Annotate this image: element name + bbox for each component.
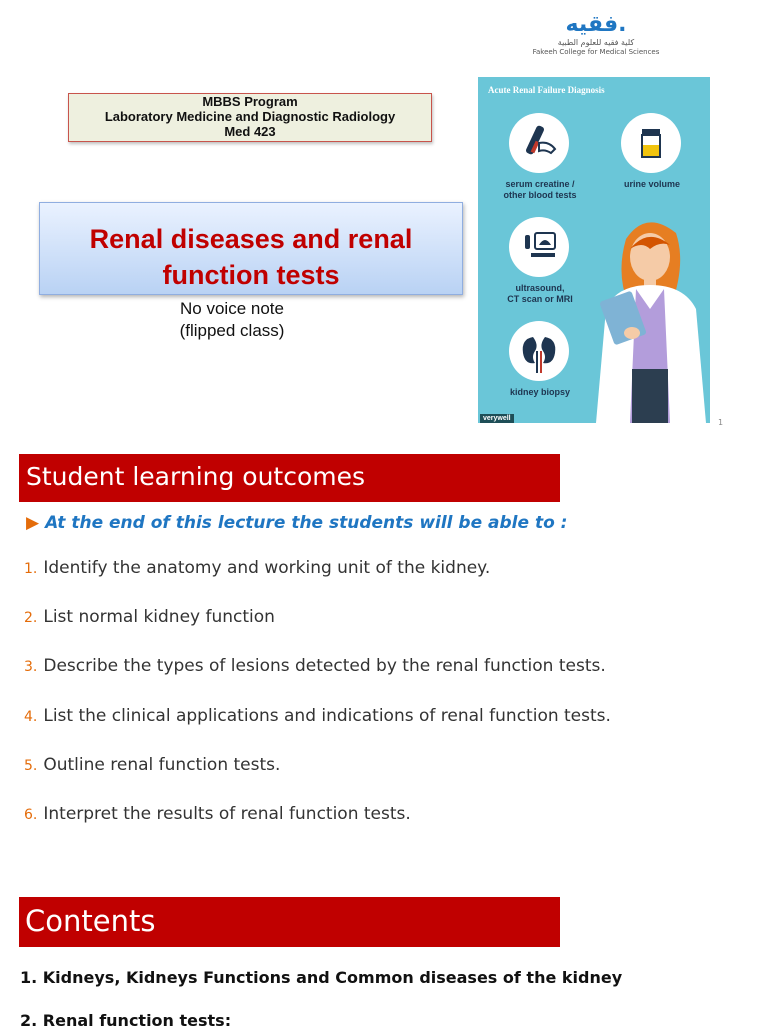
outcome-item xyxy=(24,804,411,824)
outcome-item xyxy=(24,755,280,775)
lecture-title-box xyxy=(39,202,463,295)
outcome-number: 3. xyxy=(24,659,38,675)
verywell-brand: verywell xyxy=(480,414,514,423)
logo-arabic-subtitle: كلية فقيه للعلوم الطبية xyxy=(557,38,635,47)
outcomes-intro xyxy=(26,513,567,533)
outcome-text: Outline renal function tests. xyxy=(43,755,281,775)
page-number: 1 xyxy=(718,418,724,427)
lecture-title-line-2: function tests xyxy=(162,260,340,290)
lecture-title-line-1: Renal diseases and renal xyxy=(89,224,413,254)
ultrasound-icon xyxy=(509,217,569,277)
outcome-number: 1. xyxy=(24,561,38,577)
program-line-2: Laboratory Medicine and Diagnostic Radiology xyxy=(104,109,396,124)
doctor-illustration xyxy=(586,209,710,423)
outcome-text: Describe the types of lesions detected by the renal function tests. xyxy=(43,656,606,676)
ultrasound-label: ultrasound, CT scan or MRI xyxy=(507,283,573,304)
outcome-item xyxy=(24,607,275,627)
kidney-icon xyxy=(509,321,569,381)
voice-note-line-2: (flipped class) xyxy=(179,321,285,340)
outcome-item xyxy=(24,656,606,676)
kidney-biopsy-label: kidney biopsy xyxy=(509,387,571,397)
outcome-number: 2. xyxy=(24,610,38,626)
infographic-title: Acute Renal Failure Diagnosis xyxy=(488,85,605,95)
outcome-item xyxy=(24,558,490,578)
program-info-box xyxy=(68,93,432,142)
urine-volume-label: urine volume xyxy=(623,179,680,189)
contents-header: Contents xyxy=(19,897,560,947)
blood-test-icon xyxy=(509,113,569,173)
contents-item: 1. Kidneys, Kidneys Functions and Common diseases of the kidney xyxy=(20,968,623,987)
outcome-number: 4. xyxy=(24,709,38,725)
voice-note xyxy=(140,298,324,342)
outcome-number: 6. xyxy=(24,807,38,823)
urine-cup-icon xyxy=(621,113,681,173)
blood-test-label: serum creatine / other blood tests xyxy=(503,179,577,200)
logo-english-subtitle: Fakeeh College for Medical Sciences xyxy=(532,48,660,56)
outcome-text: List normal kidney function xyxy=(43,607,275,627)
outcomes-intro-text: At the end of this lecture the students will be able to : xyxy=(45,513,568,533)
bullet-triangle-icon: ▶ xyxy=(26,513,40,533)
outcome-text: Identify the anatomy and working unit of the kidney. xyxy=(43,558,491,578)
program-line-1: MBBS Program xyxy=(202,94,298,109)
acute-renal-failure-infographic xyxy=(478,77,710,423)
outcome-text: Interpret the results of renal function tests. xyxy=(43,804,411,824)
learning-outcomes-header: Student learning outcomes xyxy=(19,454,560,502)
program-line-3: Med 423 xyxy=(224,124,276,139)
outcome-item xyxy=(24,706,611,726)
contents-item: 2. Renal function tests: xyxy=(20,1011,232,1030)
college-logo xyxy=(525,12,667,64)
outcome-number: 5. xyxy=(24,758,38,774)
outcome-text: List the clinical applications and indications of renal function tests. xyxy=(43,706,611,726)
logo-arabic-name: فقيه. xyxy=(565,12,627,37)
voice-note-line-1: No voice note xyxy=(180,299,284,318)
